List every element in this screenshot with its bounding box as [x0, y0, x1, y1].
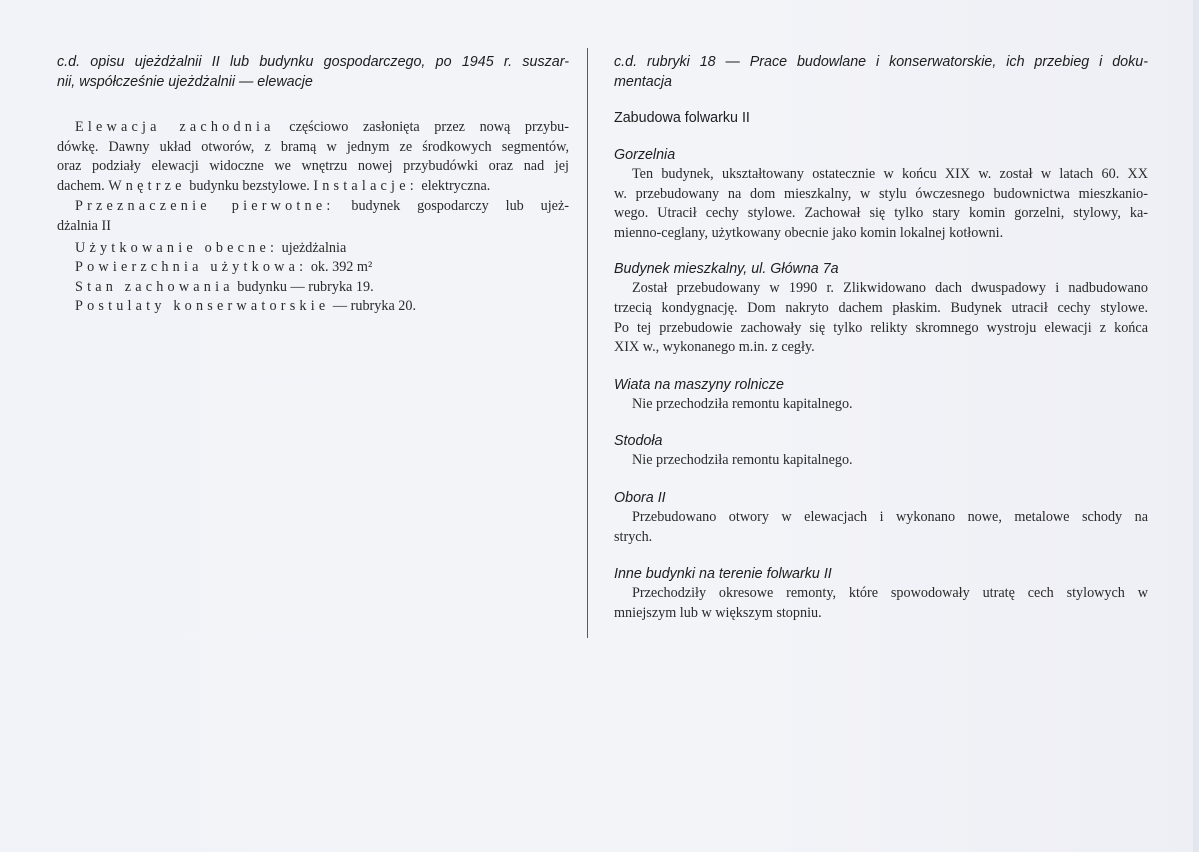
right-heading-line-2: mentacja: [614, 74, 673, 90]
section-line: wego. Utracił cechy stylowe. Zachował się tylko stary komin gorzelni, stylowy, ka-: [614, 205, 1148, 222]
powierzchnia-label: Powierzchnia użytkowa:: [75, 259, 308, 276]
section-inne-budynki: [614, 564, 1148, 623]
folwark-subtitle: Zabudowa folwarku II: [614, 110, 750, 126]
column-divider: [587, 48, 588, 638]
section-line: Został przebudowany w 1990 r. Zlikwidowano dach dwuspadowy i nadbudowano: [632, 280, 1148, 297]
elewacja-text-4: dachem.: [57, 177, 105, 194]
uzytkowanie-text: ujeżdżalnia: [281, 239, 347, 256]
przeznaczenie-text: budynek gospodarczy lub ujeż-: [351, 198, 570, 215]
section-budynek-mieszkalny: [614, 259, 1148, 357]
instalacje-text: elektryczna.: [421, 177, 491, 194]
left-heading: [57, 52, 569, 92]
powierzchnia-line: [57, 258, 569, 278]
uzytkowanie-label: Użytkowanie obecne:: [75, 239, 279, 256]
left-heading-line-1: c.d. opisu ujeżdżalnii II lub budynku gospodarczego, po 1945 r. suszar-: [57, 54, 569, 70]
section-line: Nie przechodziła remontu kapitalnego.: [632, 395, 853, 412]
section-line: Nie przechodziła remontu kapitalnego.: [632, 452, 853, 469]
section-line: Po tej przebudowie zachowały się tylko relikty skromnego wystroju elewacji z końca: [614, 319, 1148, 336]
section-wiata: [614, 375, 1148, 415]
section-title: Obora II: [614, 489, 666, 506]
elewacja-text-3: oraz podziały elewacji widoczne we wnętrzu nowej przybudówki oraz nad jej: [57, 158, 569, 175]
postulaty-text: — rubryka 20.: [332, 298, 417, 315]
stan-text: budynku — rubryka 19.: [237, 278, 374, 295]
stan-label: Stan zachowania: [75, 278, 234, 295]
przeznaczenie-text-2: dżalnia II: [57, 217, 111, 234]
section-line: mniejszym lub w większym stopniu.: [614, 604, 822, 621]
left-column: [57, 52, 569, 317]
elewacja-paragraph: [57, 118, 569, 196]
instalacje-label: Instalacje:: [313, 177, 418, 194]
right-heading: [614, 52, 1148, 92]
postulaty-line: [57, 297, 569, 317]
section-line: Przebudowano otwory w elewacjach i wykonano nowe, metalowe schody na: [632, 508, 1148, 525]
section-line: Ten budynek, ukształtowany ostatecznie w końcu XIX w. został w latach 60. XX: [632, 166, 1148, 182]
section-line: XIX w., wykonanego m.in. z cegły.: [614, 339, 815, 356]
section-title: Inne budynki na terenie folwarku II: [614, 566, 832, 583]
section-gorzelnia: [614, 145, 1148, 243]
section-obora: [614, 488, 1148, 547]
section-title: Budynek mieszkalny, ul. Główna 7a: [614, 261, 839, 278]
section-line: strych.: [614, 528, 653, 545]
uzytkowanie-line: [57, 239, 569, 259]
elewacja-text-1: częściowo zasłonięta przez nową przybu-: [289, 119, 570, 135]
elewacja-label: Elewacja zachodnia: [75, 119, 275, 135]
powierzchnia-text: ok. 392 m²: [310, 259, 373, 276]
section-stodola: [614, 431, 1148, 471]
stan-line: [57, 278, 569, 298]
right-heading-line-1: c.d. rubryki 18 — Prace budowlane i konserwatorskie, ich przebieg i doku-: [614, 54, 1148, 70]
section-line: mienno-ceglany, użytkowany obecnie jako komin lokalnej kotłowni.: [614, 224, 1004, 241]
przeznaczenie-paragraph: [57, 197, 569, 236]
section-title: Gorzelnia: [614, 147, 676, 163]
section-line: w. przebudowany na dom mieszkalny, w stylu ówczesnego budownictwa mieszkanio-: [614, 185, 1148, 202]
right-column: [614, 52, 1148, 623]
elewacja-text-2: dówkę. Dawny układ otworów, z bramą w jednym ze środkowych segmentów,: [57, 138, 569, 155]
wnetrze-text: budynku bezstylowe.: [189, 177, 310, 194]
przeznaczenie-label: Przeznaczenie pierwotne:: [75, 198, 335, 215]
left-heading-line-2: nii, współcześnie ujeżdżalnii — elewacje: [57, 74, 313, 90]
section-line: trzecią kondygnację. Dom nakryto dachem płaskim. Budynek utracił cechy stylowe.: [614, 299, 1148, 316]
section-line: Przechodziły okresowe remonty, które spowodowały utratę cech stylowych w: [632, 585, 1148, 602]
section-title: Stodoła: [614, 433, 663, 450]
postulaty-label: Postulaty konserwatorskie: [75, 298, 330, 315]
wnetrze-label: Wnętrze: [108, 177, 186, 194]
section-title: Wiata na maszyny rolnicze: [614, 376, 784, 393]
page-edge: [1193, 0, 1199, 852]
